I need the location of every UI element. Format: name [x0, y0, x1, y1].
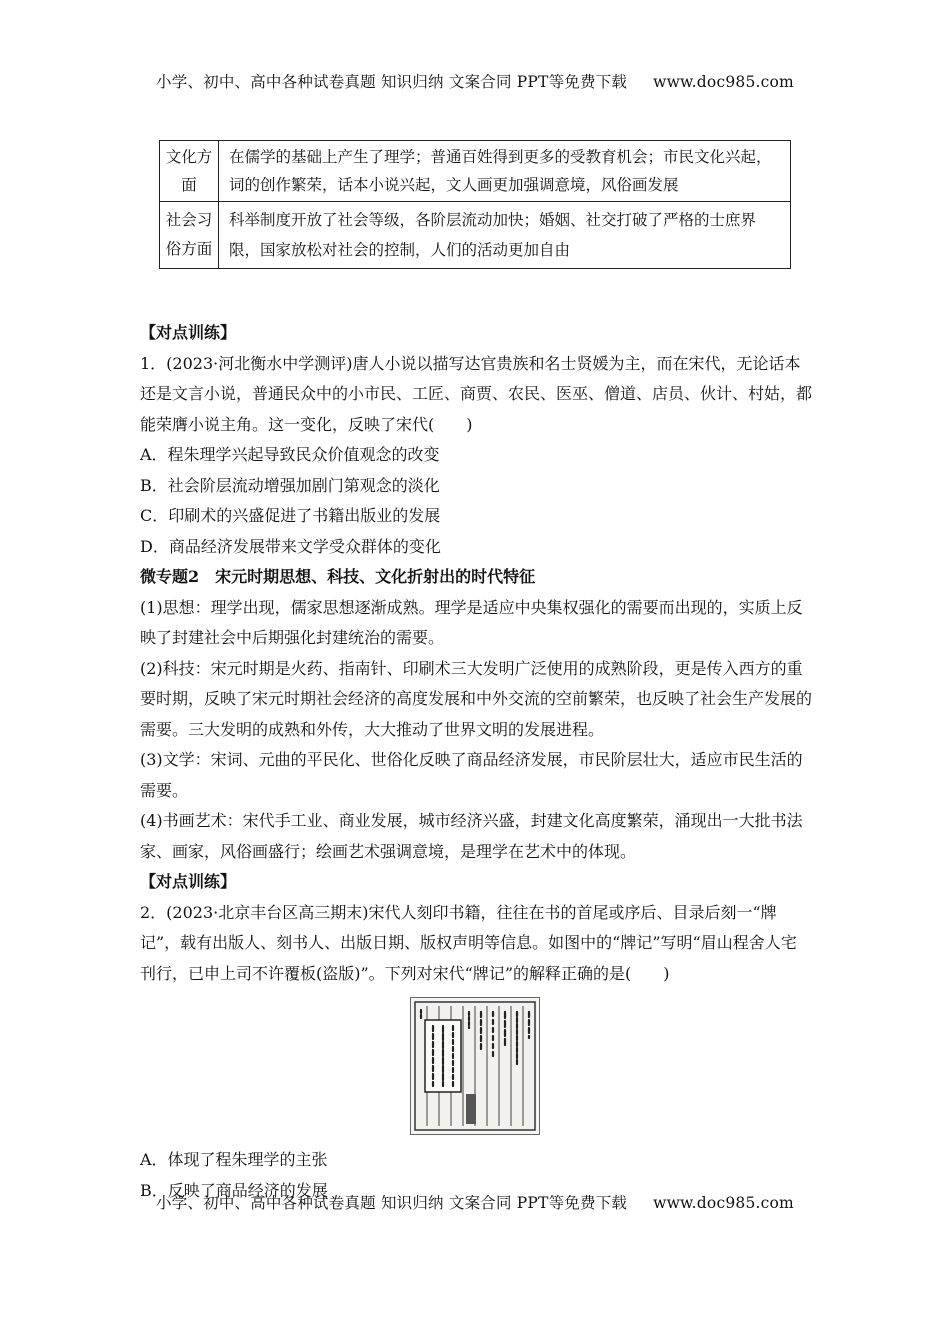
option-d[interactable]: D．商品经济发展带来文学受众群体的变化	[140, 536, 441, 556]
page-header	[0, 70, 950, 92]
paiji-book-image	[410, 997, 540, 1135]
table-key-cell: 社会习俗方面	[160, 202, 219, 269]
question-1: 1．(2023·河北衡水中学测评)唐人小说以描写达官贵族和名士贤媛为主，而在宋代，无论话本还是文言小说，普通民众中的小市民、工匠、商贾、农民、医巫、僧道、店员、伙计、村姑，都能荣膺小说主角。这一变化，反映了宋代( )	[140, 353, 813, 434]
topic-item: (3)文学：宋词、元曲的平民化、世俗化反映了商品经济发展，市民阶层壮大，适应市民生活的需要。	[140, 750, 803, 800]
option-b[interactable]: B．社会阶层流动增强加剧门第观念的淡化	[140, 475, 440, 495]
footer-text: 小学、初中、高中各种试卷真题 知识归纳 文案合同 PPT等免费下载	[156, 1194, 628, 1212]
table-key-cell: 文化方面	[160, 141, 219, 202]
summary-table	[159, 140, 791, 269]
topic-item: (2)科技：宋元时期是火药、指南针、印刷术三大发明广泛使用的成熟阶段，更是传入西方的重要时期，反映了宋元时期社会经济的高度发展和中外交流的空前繁荣，也反映了社会生产发展的需要。三大发明的成熟和外传，大大推动了世界文明的发展进程。	[140, 658, 813, 739]
practice-heading: 【对点训练】	[140, 323, 237, 342]
option-b[interactable]: B．反映了商品经济的发展	[140, 1180, 328, 1200]
option-a[interactable]: A．体现了程朱理学的主张	[140, 1150, 328, 1169]
topic-item: (4)书画艺术：宋代手工业、商业发展，城市经济兴盛，封建文化高度繁荣，涌现出一大批书法家、画家，风俗画盛行；绘画艺术强调意境，是理学在艺术中的体现。	[140, 811, 803, 861]
header-text: 小学、初中、高中各种试卷真题 知识归纳 文案合同 PPT等免费下载	[156, 73, 628, 91]
main-content	[140, 318, 812, 1206]
topic-title: 微专题2 宋元时期思想、科技、文化折射出的时代特征	[140, 567, 536, 586]
table-value-cell: 科举制度开放了社会等级，各阶层流动加快；婚姻、社交打破了严格的士庶界限，国家放松对社会的控制，人们的活动更加自由	[219, 202, 791, 269]
header-url[interactable]: www.doc985.com	[653, 73, 794, 91]
page-footer	[0, 1191, 950, 1213]
paiji-book-illustration	[411, 998, 539, 1134]
practice-heading: 【对点训练】	[140, 872, 237, 891]
table-row	[160, 202, 791, 269]
table-value-cell: 在儒学的基础上产生了理学；普通百姓得到更多的受教育机会；市民文化兴起，词的创作繁荣，话本小说兴起，文人画更加强调意境，风俗画发展	[219, 141, 791, 202]
table-row	[160, 141, 791, 202]
footer-url[interactable]: www.doc985.com	[653, 1194, 794, 1212]
option-c[interactable]: C．印刷术的兴盛促进了书籍出版业的发展	[140, 506, 441, 525]
topic-item: (1)思想：理学出现，儒家思想逐渐成熟。理学是适应中央集权强化的需要而出现的，实质上反映了封建社会中后期强化封建统治的需要。	[140, 597, 803, 647]
option-a[interactable]: A．程朱理学兴起导致民众价值观念的改变	[140, 445, 440, 464]
question-2: 2．(2023·北京丰台区高三期末)宋代人刻印书籍，往往在书的首尾或序后、目录后刻一“牌记”，载有出版人、刻书人、出版日期、版权声明等信息。如图中的“牌记”写明“眉山程舍人宅刊行，已申上司不许覆板(盗版)”。下列对宋代“牌记”的解释正确的是( )	[140, 902, 797, 983]
